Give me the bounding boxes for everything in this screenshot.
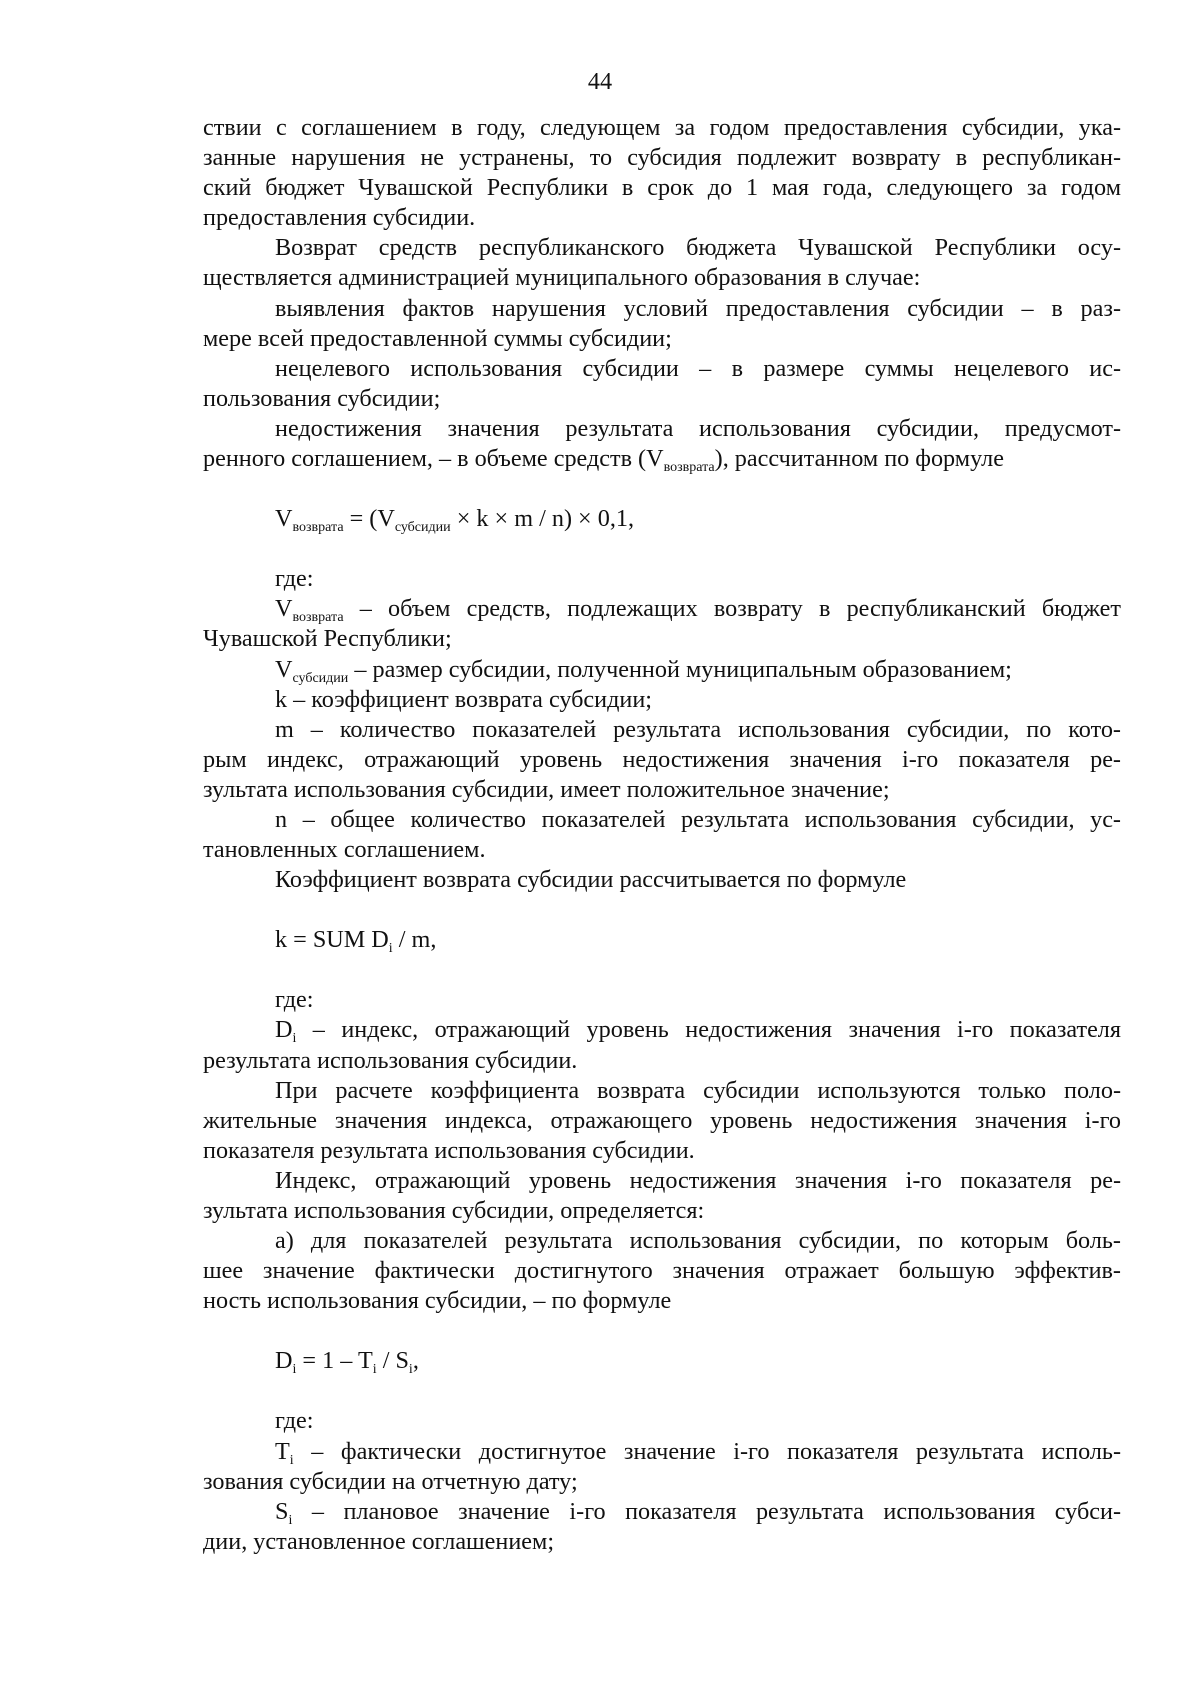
paragraph-line: недостижения значения результата использования субсидии, предусмот- bbox=[275, 414, 1121, 442]
paragraph-line: нецелевого использования субсидии – в размере суммы нецелевого ис- bbox=[275, 354, 1121, 382]
paragraph-line: ский бюджет Чувашской Республики в срок до 1 мая года, следующего за годом bbox=[203, 174, 1121, 202]
subscript: i bbox=[292, 1361, 297, 1378]
definition-line: дии, установленное соглашением; bbox=[203, 1527, 555, 1555]
subscript: i bbox=[388, 940, 393, 957]
text-fragment: ренного соглашением, – в объеме средств (V bbox=[203, 445, 664, 473]
text-fragment: V bbox=[275, 655, 293, 683]
paragraph-line: а) для показателей результата использования субсидии, по которым боль- bbox=[275, 1227, 1121, 1255]
text-fragment: – фактически достигнутое значение i-го показателя результата исполь- bbox=[293, 1437, 1121, 1465]
subscript: i bbox=[288, 1511, 293, 1528]
definition-line: зования субсидии на отчетную дату; bbox=[203, 1467, 578, 1495]
paragraph-line: показателя результата использования субсидии. bbox=[203, 1136, 695, 1164]
text-fragment: D bbox=[275, 1016, 293, 1044]
formula-part: V bbox=[275, 505, 293, 533]
definition-line: m – количество показателей результата использования субсидии, по кото- bbox=[275, 715, 1121, 743]
paragraph-line: занные нарушения не устранены, то субсидия подлежит возврату в республикан- bbox=[203, 144, 1121, 172]
paragraph-line: Индекс, отражающий уровень недостижения значения i-го показателя ре- bbox=[275, 1166, 1121, 1194]
subscript: возврата bbox=[292, 609, 344, 626]
definition-line bbox=[203, 1015, 1121, 1045]
paragraph-line: зультата использования субсидии, определяется: bbox=[203, 1197, 705, 1224]
paragraph-line: ществляется администрацией муниципального образования в случае: bbox=[203, 264, 921, 292]
formula-part: , bbox=[412, 1347, 419, 1375]
formula-part: = (V bbox=[343, 505, 395, 533]
where-label: где: bbox=[275, 1407, 314, 1435]
subscript: i bbox=[372, 1361, 377, 1378]
formula-part: k = SUM D bbox=[275, 926, 389, 954]
definition-line: k – коэффициент возврата субсидии; bbox=[275, 685, 653, 713]
subscript: субсидии bbox=[292, 669, 349, 686]
definition-line bbox=[203, 1497, 1121, 1527]
subscript: возврата bbox=[663, 458, 715, 475]
body-text bbox=[203, 113, 1121, 1557]
text-fragment: S bbox=[275, 1497, 289, 1525]
formula-d-i bbox=[203, 1346, 1121, 1376]
text-fragment: – плановое значение i-го показателя результата использования субси- bbox=[292, 1497, 1121, 1525]
text-fragment: – объем средств, подлежащих возврату в республиканский бюджет bbox=[343, 595, 1121, 623]
text-fragment: – индекс, отражающий уровень недостижения значения i-го показателя bbox=[296, 1016, 1121, 1044]
where-label: где: bbox=[275, 986, 314, 1014]
formula-k bbox=[203, 925, 1121, 955]
subscript: возврата bbox=[292, 519, 344, 536]
paragraph-line: ствии с соглашением в году, следующем за годом предоставления субсидии, ука- bbox=[203, 114, 1121, 141]
definition-line: зультата использования субсидии, имеет положительное значение; bbox=[203, 775, 890, 803]
paragraph-line: предоставления субсидии. bbox=[203, 204, 476, 232]
paragraph-line bbox=[203, 444, 1121, 474]
definition-line: n – общее количество показателей результата использования субсидии, ус- bbox=[275, 805, 1121, 833]
paragraph-line: Возврат средств республиканского бюджета Чувашской Республики осу- bbox=[275, 234, 1121, 262]
paragraph-line: Коэффициент возврата субсидии рассчитывается по формуле bbox=[275, 866, 907, 894]
definition-line bbox=[203, 594, 1121, 624]
definition-line bbox=[203, 655, 1121, 685]
formula-part: / m, bbox=[392, 926, 437, 954]
subscript: i bbox=[289, 1451, 294, 1468]
formula-part: D bbox=[275, 1347, 293, 1375]
paragraph-line: При расчете коэффициента возврата субсидии используются только поло- bbox=[275, 1076, 1121, 1104]
formula-v-vozvrata bbox=[203, 504, 1121, 534]
paragraph-line: ность использования субсидии, – по формуле bbox=[203, 1287, 672, 1315]
paragraph-line: шее значение фактически достигнутого значения отражает большую эффектив- bbox=[203, 1257, 1121, 1285]
formula-part: = 1 – T bbox=[296, 1347, 373, 1375]
definition-line: Чувашской Республики; bbox=[203, 625, 452, 653]
text-fragment: V bbox=[275, 595, 293, 623]
subscript: субсидии bbox=[394, 519, 451, 536]
paragraph-line: жительные значения индекса, отражающего уровень недостижения значения i-го bbox=[203, 1106, 1121, 1134]
subscript: i bbox=[292, 1030, 297, 1047]
paragraph-line: мере всей предоставленной суммы субсидии; bbox=[203, 324, 672, 352]
text-fragment: T bbox=[275, 1437, 290, 1465]
text-fragment: ), рассчитанном по формуле bbox=[714, 445, 1004, 473]
formula-part: × k × m / n) × 0,1, bbox=[450, 505, 635, 533]
formula-part: / S bbox=[376, 1347, 409, 1375]
text-fragment: – размер субсидии, полученной муниципальным образованием; bbox=[348, 655, 1012, 683]
definition-line: рым индекс, отражающий уровень недостижения значения i-го показателя ре- bbox=[203, 745, 1121, 773]
paragraph-line: выявления фактов нарушения условий предоставления субсидии – в раз- bbox=[275, 294, 1121, 322]
subscript: i bbox=[408, 1361, 413, 1378]
definition-line bbox=[203, 1437, 1121, 1467]
page-number: 44 bbox=[587, 68, 613, 95]
paragraph-line: пользования субсидии; bbox=[203, 384, 441, 412]
definition-line: результата использования субсидии. bbox=[203, 1046, 578, 1074]
definition-line: тановленных соглашением. bbox=[203, 836, 486, 864]
where-label: где: bbox=[275, 565, 314, 593]
